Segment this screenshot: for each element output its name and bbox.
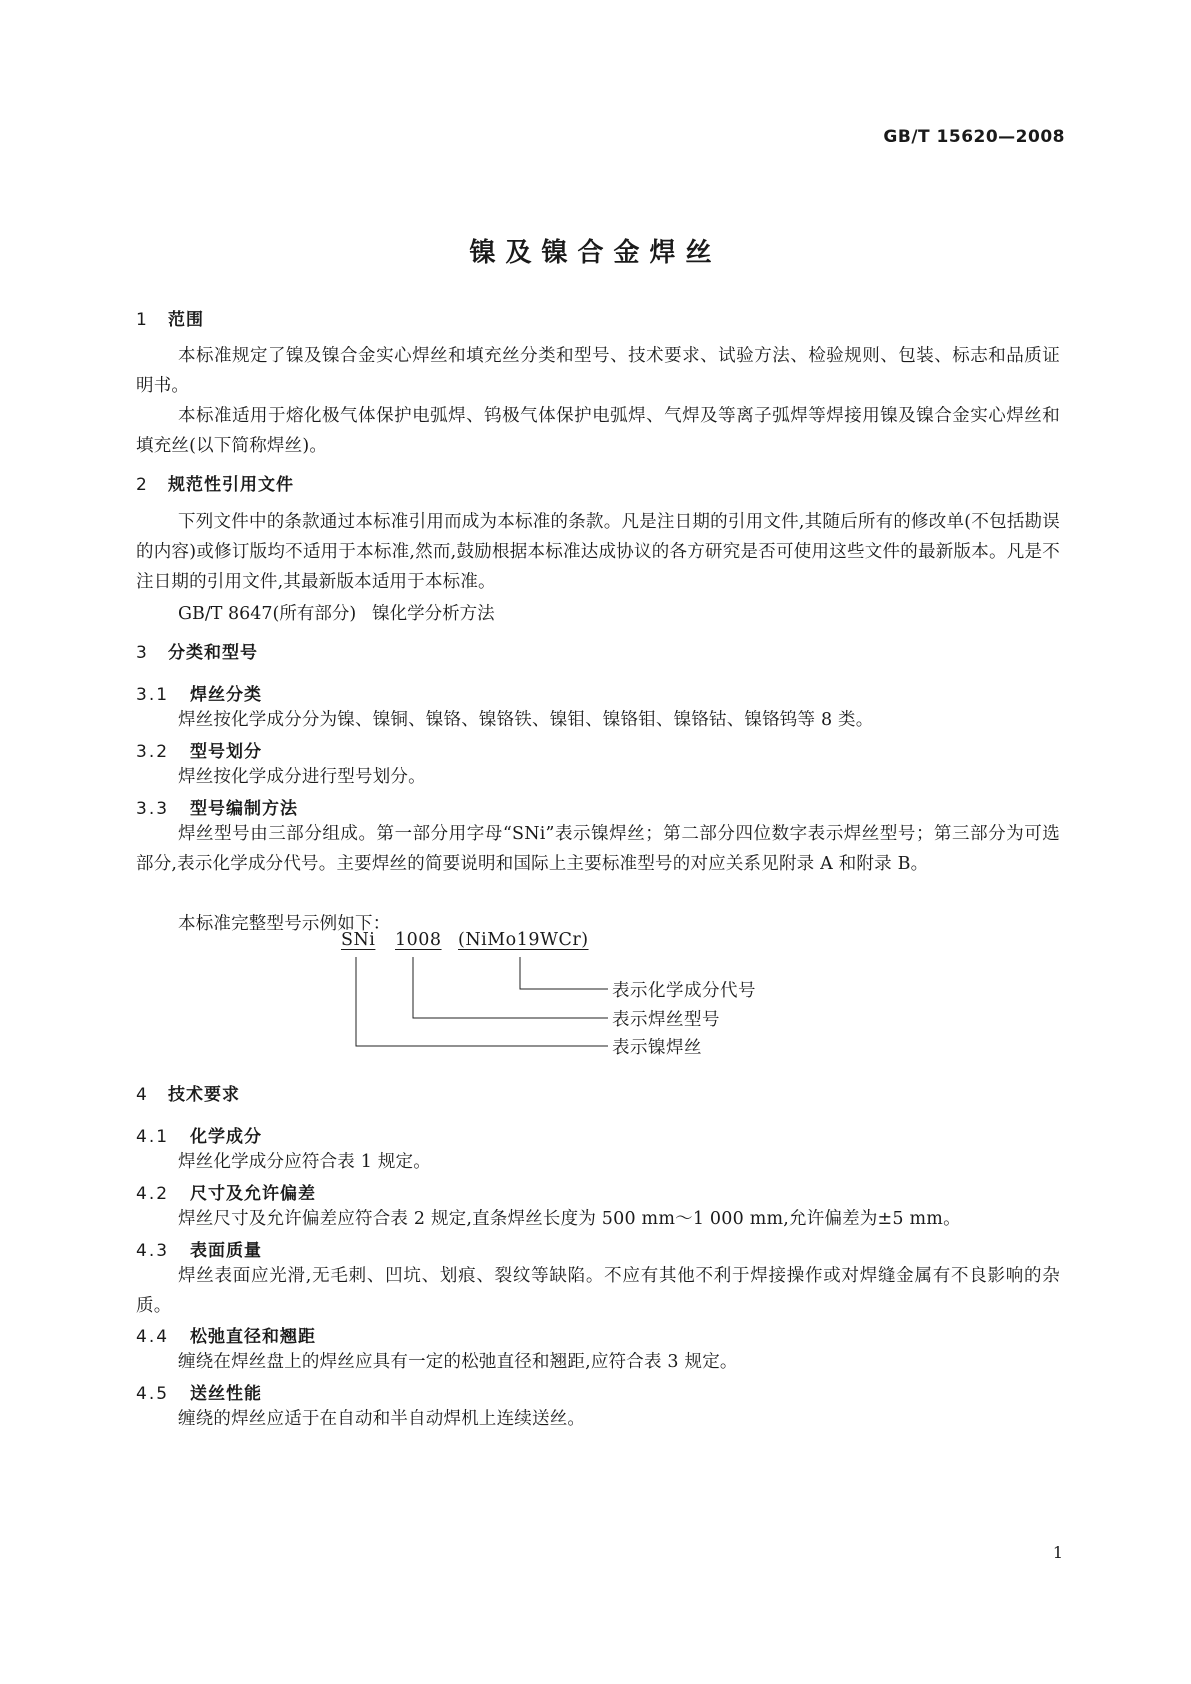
subsection-number: 3.1 (136, 685, 170, 705)
section-4-1-heading (136, 1122, 262, 1147)
section-2-paragraph-1: 下列文件中的条款通过本标准引用而成为本标准的条款。凡是注日期的引用文件,其随后所有的修改单(不包括勘误的内容)或修订版均不适用于本标准,然而,鼓励根据本标准达成协议的各方研究是否可使用这些文件的最新版本。凡是不注日期的引用文件,其最新版本适用于本标准。 (136, 512, 1060, 592)
connector-line-prefix (356, 957, 608, 1046)
section-3-2-paragraph: 焊丝按化学成分进行型号划分。 (178, 767, 426, 787)
section-title: 分类和型号 (168, 643, 258, 663)
section-4-2-paragraph: 焊丝尺寸及允许偏差应符合表 2 规定,直条焊丝长度为 500 mm～1 000 mm,允许偏差为±5 mm。 (178, 1209, 961, 1229)
subsection-number: 4.2 (136, 1184, 170, 1204)
subsection-number: 4.5 (136, 1384, 170, 1404)
subsection-title: 型号划分 (190, 742, 262, 762)
subsection-title: 松弛直径和翘距 (190, 1327, 316, 1347)
subsection-number: 3.2 (136, 742, 170, 762)
example-label-chemical-code: 表示化学成分代号 (612, 981, 756, 1001)
section-4-4-paragraph: 缠绕在焊丝盘上的焊丝应具有一定的松弛直径和翘距,应符合表 3 规定。 (178, 1352, 738, 1372)
section-1-paragraph-1: 本标准规定了镍及镍合金实心焊丝和填充丝分类和型号、技术要求、试验方法、检验规则、包装、标志和品质证明书。 (136, 346, 1060, 396)
subsection-number: 4.1 (136, 1127, 170, 1147)
section-3-3-paragraph-2: 本标准完整型号示例如下： (178, 914, 391, 934)
page-number: 1 (1052, 1543, 1063, 1562)
section-4-5-heading (136, 1379, 262, 1404)
subsection-title: 送丝性能 (190, 1384, 262, 1404)
section-3-3-paragraph-1: 焊丝型号由三部分组成。第一部分用字母“SNi”表示镍焊丝；第二部分四位数字表示焊丝型号；第三部分为可选部分,表示化学成分代号。主要焊丝的简要说明和国际上主要标准型号的对应关系见附录 A 和附录 B。 (136, 824, 1060, 874)
subsection-title: 尺寸及允许偏差 (190, 1184, 316, 1204)
subsection-title: 化学成分 (190, 1127, 262, 1147)
section-4-3-paragraph: 焊丝表面应光滑,无毛刺、凹坑、划痕、裂纹等缺陷。不应有其他不利于焊接操作或对焊缝金属有不良影响的杂质。 (136, 1266, 1060, 1316)
section-title: 范围 (168, 310, 204, 330)
subsection-title: 表面质量 (190, 1241, 262, 1261)
section-title: 规范性引用文件 (168, 475, 294, 495)
section-number: 2 (136, 475, 148, 495)
section-3-1-paragraph: 焊丝按化学成分分为镍、镍铜、镍铬、镍铬铁、镍钼、镍铬钼、镍铬钴、镍铬钨等 8 类。 (178, 710, 874, 730)
section-number: 1 (136, 310, 148, 330)
document-title: 镍及镍合金焊丝 (469, 238, 722, 268)
section-4-1-paragraph: 焊丝化学成分应符合表 1 规定。 (178, 1152, 431, 1172)
standard-code: GB/T 15620—2008 (883, 127, 1065, 147)
section-number: 3 (136, 643, 148, 663)
reference-title: 镍化学分析方法 (372, 604, 495, 624)
subsection-number: 4.4 (136, 1327, 170, 1347)
section-4-4-heading (136, 1322, 316, 1347)
connector-line-number (413, 957, 608, 1018)
connector-line-chemical-code (520, 957, 608, 989)
reference-code: GB/T 8647(所有部分) (178, 604, 357, 624)
example-label-prefix: 表示镍焊丝 (612, 1038, 702, 1058)
section-title: 技术要求 (168, 1085, 240, 1105)
example-part-number: 1008 (395, 930, 442, 950)
subsection-title: 型号编制方法 (190, 799, 298, 819)
subsection-number: 3.3 (136, 799, 170, 819)
section-4-2-heading (136, 1179, 316, 1204)
section-4-heading (136, 1080, 240, 1105)
subsection-title: 焊丝分类 (190, 685, 262, 705)
example-label-number: 表示焊丝型号 (612, 1010, 720, 1030)
example-part-chemical-code: (NiMo19WCr) (458, 930, 589, 950)
section-number: 4 (136, 1085, 148, 1105)
example-part-prefix: SNi (341, 930, 376, 950)
section-4-5-paragraph: 缠绕的焊丝应适于在自动和半自动焊机上连续送丝。 (178, 1409, 586, 1429)
section-1-paragraph-2: 本标准适用于熔化极气体保护电弧焊、钨极气体保护电弧焊、气焊及等离子弧焊等焊接用镍及镍合金实心焊丝和填充丝(以下简称焊丝)。 (136, 406, 1060, 456)
section-4-3-heading (136, 1236, 262, 1261)
subsection-number: 4.3 (136, 1241, 170, 1261)
